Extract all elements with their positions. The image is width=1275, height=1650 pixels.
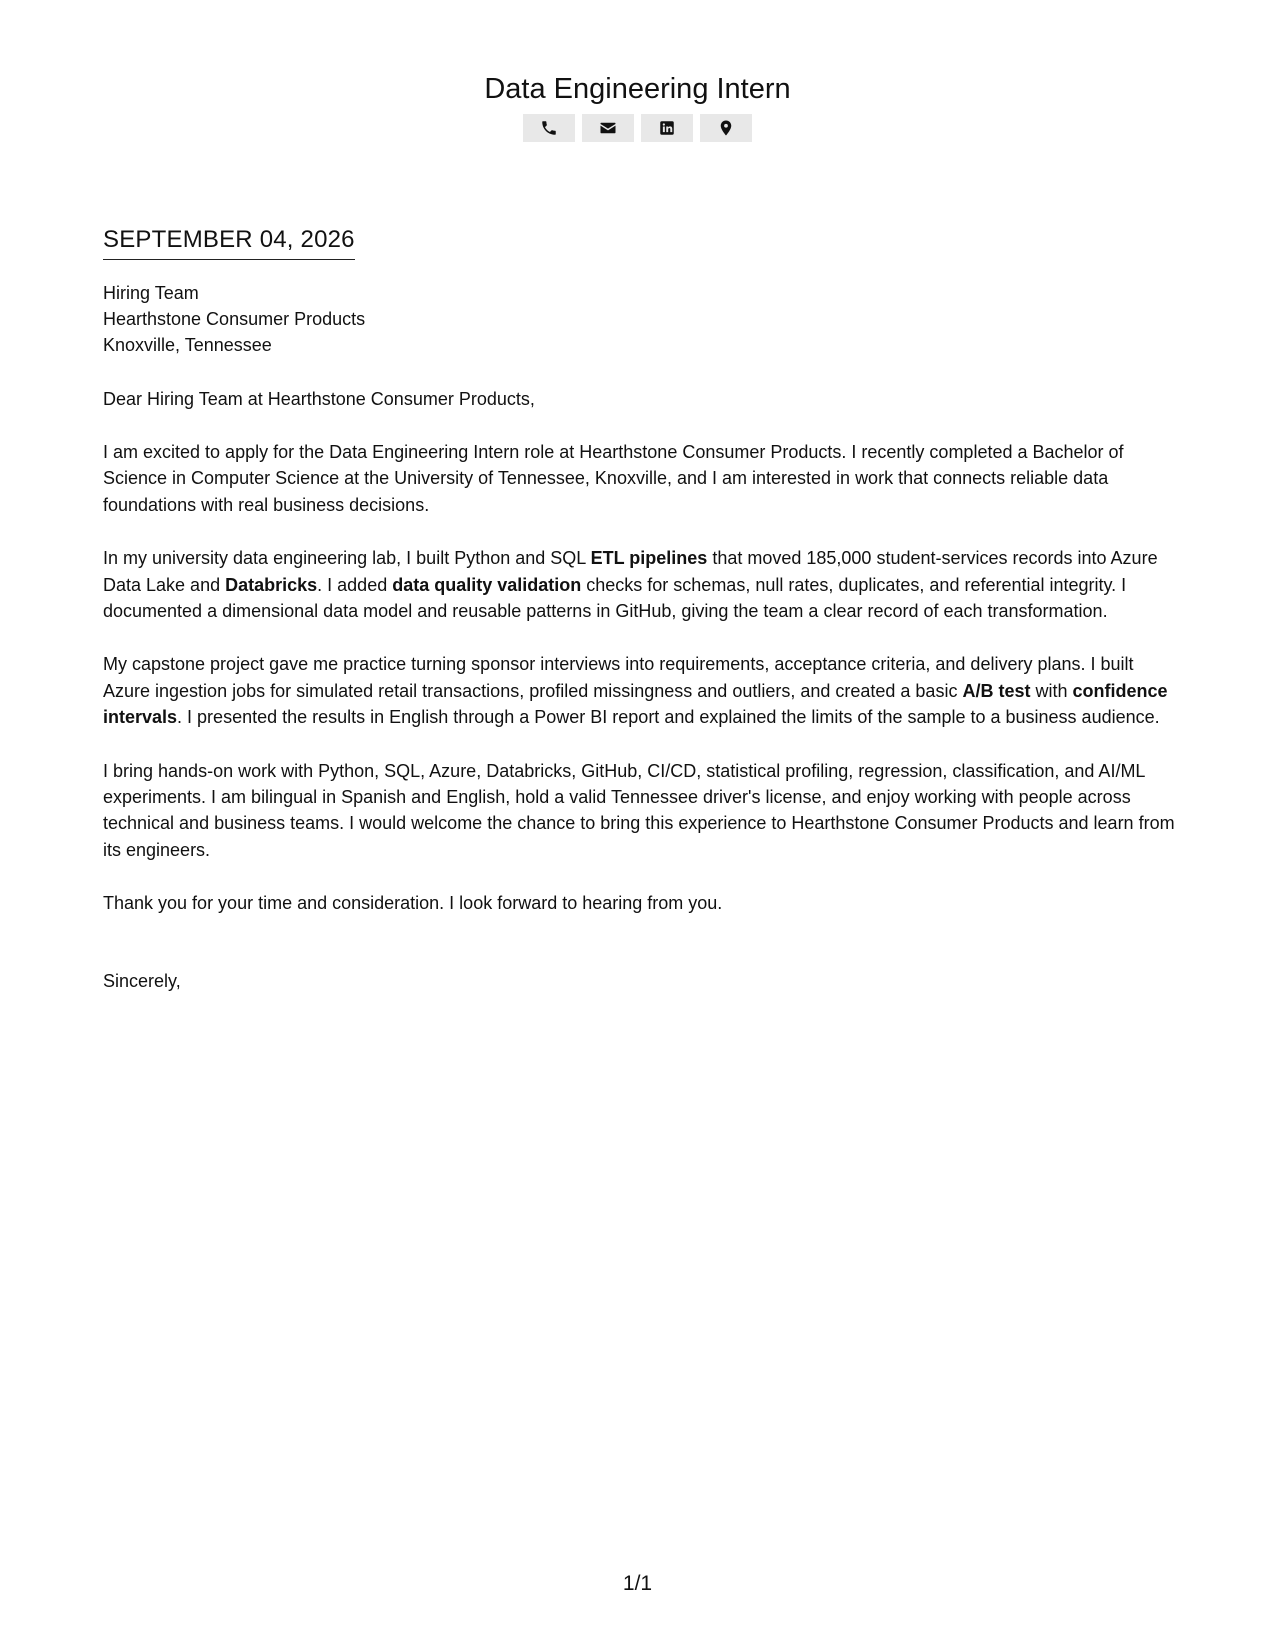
- paragraph-intro: [103, 439, 1183, 518]
- contact-bar: [0, 114, 1275, 142]
- contact-phone-button[interactable]: [523, 114, 575, 142]
- paragraph-text: My capstone project gave me practice turning sponsor interviews into requirements, acceptance criteria, and delivery plans. I built Azure ingestion jobs for simulated retail transactions, profiled missingness and outliers, and created a basic: [103, 654, 1134, 701]
- recipient-name: Hiring Team: [103, 283, 199, 303]
- recipient-company: Hearthstone Consumer Products: [103, 309, 366, 329]
- paragraph-text: I bring hands-on work with Python, SQL, Azure, Databricks, GitHub, CI/CD, statistical profiling, regression, classification, and AI/ML experiments. I am bilingual in Spanish and English, hold a valid Tennessee driver's license, and enjoy working with people across technical and business teams. I would welcome the chance to bring this experience to Hearthstone Consumer Products and learn from its engineers.: [103, 760, 1175, 860]
- paragraph-lab-experience: [103, 545, 1183, 624]
- recipient-block: [103, 280, 1183, 358]
- contact-linkedin-button[interactable]: [641, 114, 693, 142]
- recipient-location: Knoxville, Tennessee: [103, 335, 272, 355]
- page-title: Data Engineering Intern: [484, 73, 791, 105]
- paragraph-skills: [103, 758, 1183, 864]
- paragraph-text: checks for schemas, null rates, duplicates, and referential integrity. I documented a dimensional data model and reusable patterns in GitHub, giving the team a clear record of each transformation.: [103, 574, 1127, 622]
- paragraph-text: I am excited to apply for the Data Engineering Intern role at Hearthstone Consumer Products. I recently completed a Bachelor of Science in Computer Science at the University of Tennessee, Knoxville, and I am interested in work that connects reliable data foundations with real business decisions.: [103, 442, 1124, 515]
- paragraph-text: . I presented the results in English through a Power BI report and explained the limits of the sample to a business audience.: [177, 707, 1160, 728]
- paragraph-text: with: [1030, 680, 1073, 701]
- paragraph-text: In my university data engineering lab, I built Python and SQL: [103, 548, 591, 569]
- highlight-data-quality-validation: data quality validation: [392, 574, 582, 595]
- phone-icon: [540, 119, 558, 137]
- highlight-confidence-intervals: confidence intervals: [103, 680, 1168, 728]
- highlight-databricks: Databricks: [225, 574, 318, 595]
- page-number: 1/1: [622, 1572, 653, 1595]
- envelope-icon: [599, 119, 617, 137]
- paragraph-text: that moved 185,000 student-services records into Azure Data Lake and: [103, 548, 1158, 595]
- location-pin-icon: [717, 119, 735, 137]
- contact-location-button[interactable]: [700, 114, 752, 142]
- closing-line: Thank you for your time and consideration. I look forward to hearing from you.: [103, 893, 723, 914]
- highlight-etl-pipelines: ETL pipelines: [590, 548, 708, 569]
- paragraph-text: . I added: [317, 574, 393, 595]
- letter-header: [0, 70, 1275, 142]
- paragraph-capstone: [103, 651, 1183, 730]
- highlight-ab-test: A/B test: [962, 680, 1031, 701]
- letter-date: SEPTEMBER 04, 2026: [103, 225, 355, 260]
- letter-body: [103, 225, 1183, 994]
- linkedin-icon: [658, 119, 676, 137]
- salutation: Dear Hiring Team at Hearthstone Consumer Products,: [103, 389, 535, 409]
- contact-email-button[interactable]: [582, 114, 634, 142]
- signoff: Sincerely,: [103, 971, 181, 992]
